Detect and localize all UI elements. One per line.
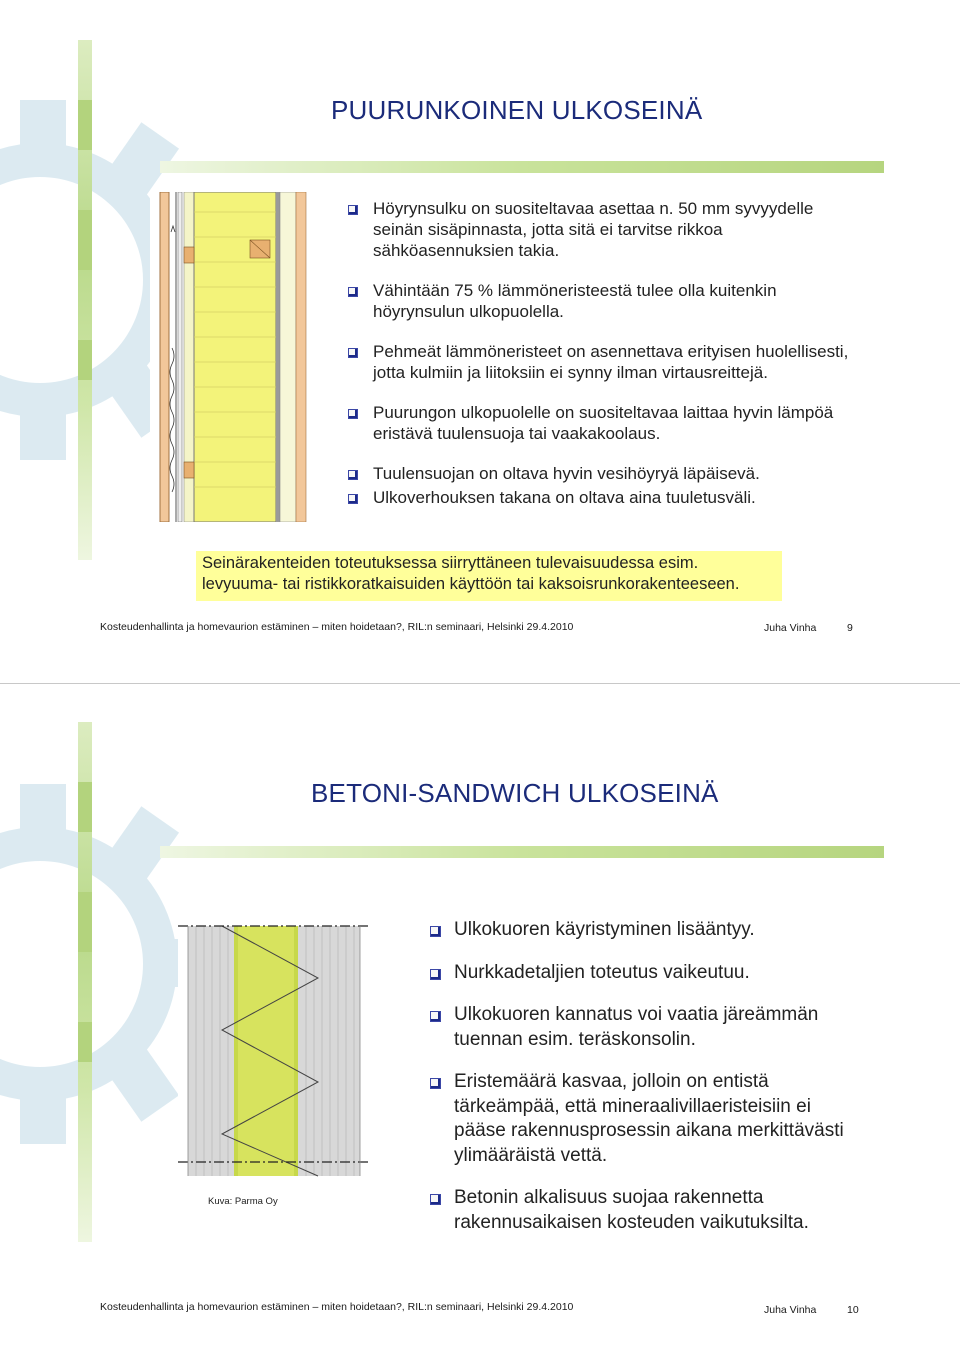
bullet-list [430, 918, 860, 1253]
sandwich-wall-section-figure [178, 918, 368, 1178]
square-bullet-icon [348, 348, 358, 358]
list-item: Nurkkadetaljien toteutus vaikeutuu. [430, 961, 860, 986]
list-item: Puurungon ulkopuolelle on suositeltavaa laittaa hyvin lämpöä eristävä tuulensuoja tai vaakakoolaus. [348, 402, 868, 444]
square-bullet-icon [430, 969, 441, 980]
list-item: Vähintään 75 % lämmöneristeestä tulee olla kuitenkin höyrynsulun ulkopuolella. [348, 280, 868, 322]
square-bullet-icon [430, 1078, 441, 1089]
footer-event: Kosteudenhallinta ja homevaurion estäminen – miten hoidetaan?, RIL:n seminaari, Helsinki 29.4.2010 [100, 1301, 574, 1313]
list-item: Tuulensuojan on oltava hyvin vesihöyryä läpäisevä. [348, 463, 868, 484]
list-item: Eristemäärä kasvaa, jolloin on entistä tärkeämpää, että mineraalivillaeristeisiin ei pääse rakennusprosessin aikana merkittävästi ylimääräistä vettä. [430, 1070, 860, 1168]
timber-wall-section-figure [150, 192, 325, 522]
square-bullet-icon [348, 409, 358, 419]
list-item: Pehmeät lämmöneristeet on asennettava erityisen huolellisesti, jotta kulmiin ja liitoksiin ei synny ilman virtausreittejä. [348, 341, 868, 383]
square-bullet-icon [348, 470, 358, 480]
decorative-vertical-strip [78, 40, 92, 560]
square-bullet-icon [348, 205, 358, 215]
bullet-list [348, 198, 868, 527]
slide-title: PUURUNKOINEN ULKOSEINÄ [331, 95, 703, 125]
list-item: Ulkoverhouksen takana on oltava aina tuuletusväli. [348, 487, 868, 508]
list-item: Ulkokuoren kannatus voi vaatia järeämmän tuennan esim. teräskonsolin. [430, 1003, 860, 1052]
footer-author: Juha Vinha [764, 1304, 817, 1316]
list-item: Höyrynsulku on suositeltavaa asettaa n. 50 mm syvyydelle seinän sisäpinnasta, jotta sitä ei tarvitse rikkoa sähköasennuksien takia. [348, 198, 868, 261]
figure-caption: Kuva: Parma Oy [208, 1196, 278, 1207]
slide-title: BETONI-SANDWICH ULKOSEINÄ [311, 778, 719, 808]
square-bullet-icon [430, 926, 441, 937]
decorative-horizontal-strip [160, 846, 884, 858]
page-number: 9 [847, 622, 853, 634]
square-bullet-icon [348, 494, 358, 504]
list-item: Ulkokuoren käyristyminen lisääntyy. [430, 918, 860, 943]
footer-event: Kosteudenhallinta ja homevaurion estäminen – miten hoidetaan?, RIL:n seminaari, Helsinki 29.4.2010 [100, 621, 574, 633]
footer-author: Juha Vinha [764, 622, 817, 634]
decorative-vertical-strip [78, 722, 92, 1242]
page-number: 10 [847, 1304, 859, 1316]
decorative-horizontal-strip [160, 161, 884, 173]
slide-9 [0, 0, 960, 683]
square-bullet-icon [348, 287, 358, 297]
square-bullet-icon [430, 1194, 441, 1205]
square-bullet-icon [430, 1011, 441, 1022]
list-item: Betonin alkalisuus suojaa rakennetta rakennusaikaisen kosteuden vaikutuksilta. [430, 1186, 860, 1235]
highlight-note: Seinärakenteiden toteutuksessa siirryttäneen tulevaisuudessa esim. levyuuma- tai ristikkoratkaisuiden käyttöön tai kaksoisrunkorakenteeseen. [196, 551, 782, 601]
slide-10 [0, 684, 960, 1367]
